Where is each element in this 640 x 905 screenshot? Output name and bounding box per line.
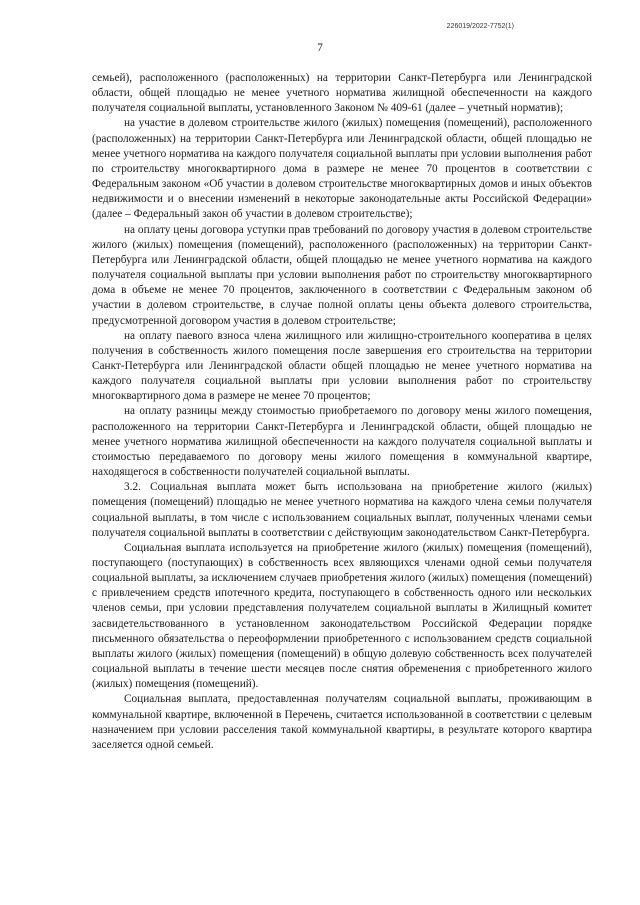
paragraph-assignment-of-rights: на оплату цены договора уступки прав требований по договору участия в долевом строительстве жилого (жилых) помещения (помещений), расположенного (расположенных) на территории Санкт-Петербурга или Ленинградской области, общей площадью не менее учетного норматива на каждого получателя социальной выплаты при условии выполнения работ по строительству многоквартирного дома в объеме не менее 70 процентов, заключенного в соответствии с Федеральным законом об участии в долевом строительстве, в случае полной оплаты цены объекта долевого строительства, предусмотренной договором участия в долевом строительстве; (92, 223, 592, 327)
paragraph-cooperative-share: на оплату паевого взноса члена жилищного или жилищно-строительного кооператива в целях получения в собственность жилого помещения после завершения его строительства на территории Санкт-Петербурга или Ленинградской области общей площадью не менее учетного норматива на каждого получателя социальной выплаты при условии выполнения работ по строительству многоквартирного дома в размере не менее 70 процентов; (92, 329, 592, 403)
page-number: 7 (317, 42, 323, 54)
paragraph-ownership-conditions: Социальная выплата используется на приобретение жилого (жилых) помещения (помещений), поступающего (поступающих) в собственность всех являющихся членами одной семьи получателя социальной выплаты, за исключением случаев приобретения жилого (жилых) помещения (помещений) с привлечением средств ипотечного кредита, поступающего в собственность одного или нескольких членов семьи, при условии представления получателем социальной выплаты в Жилищный комитет засвидетельствованного в установленном законодательством Российской Федерации порядке письменного обязательства о переоформлении приобретенного с использованием средств социальной выплаты жилого (жилых) помещения (помещений) в общую долевую собственность всех получателей социальной выплаты в течение шести месяцев после снятия обременения с приобретенного жилого (жилых) помещения (помещений). (92, 541, 592, 691)
paragraph-section-3-2: 3.2. Социальная выплата может быть использована на приобретение жилого (жилых) помещения (помещений) площадью не менее учетного норматива на каждого члена семьи получателя социальной выплаты, в том числе с использованием социальных выплат, полученных членами семьи получателя социальной выплаты в соответствии с действующим законодательством Санкт-Петербурга. (92, 481, 592, 539)
document-registration-number: 226019/2022-7752(1) (446, 23, 514, 30)
paragraph-shared-construction: на участие в долевом строительстве жилого (жилых) помещения (помещений), расположенного (расположенных) на территории Санкт-Петербурга или Ленинградской области, общей площадью не менее учетного норматива на каждого получателя социальной выплаты при условии выполнения работ по строительству многоквартирного дома в размере не менее 70 процентов в соответствии с Федеральным законом «Об участии в долевом строительстве многоквартирных домов и иных объектов недвижимости и о внесении изменений в некоторые законодательные акты Российской Федерации» (далее – Федеральный закон об участии в долевом строительстве); (92, 117, 592, 221)
paragraph-exchange-difference: на оплату разницы между стоимостью приобретаемого по договору мены жилого помещения, расположенного на территории Санкт-Петербурга и Ленинградской области, общей площадью не менее учетного норматива жилищной обеспеченности на каждого получателя социальной выплаты и стоимостью передаваемого по договору мены жилого помещения в коммунальной квартире, находящегося в собственности получателей социальной выплаты. (92, 405, 592, 479)
document-body (92, 71, 592, 753)
paragraph-communal-apartment: Социальная выплата, предоставленная получателям социальной выплаты, проживающим в коммунальной квартире, включенной в Перечень, считается использованной в соответствии с целевым назначением при условии расселения такой коммунальной квартиры, в результате которого квартира заселяется одной семьей. (92, 693, 592, 751)
paragraph-continuation: семьей), расположенного (расположенных) на территории Санкт-Петербурга или Ленинградской области, общей площадью не менее учетного норматива жилищной обеспеченности на каждого получателя социальной выплаты, установленного Законом № 409-61 (далее – учетный норматив); (92, 72, 592, 115)
